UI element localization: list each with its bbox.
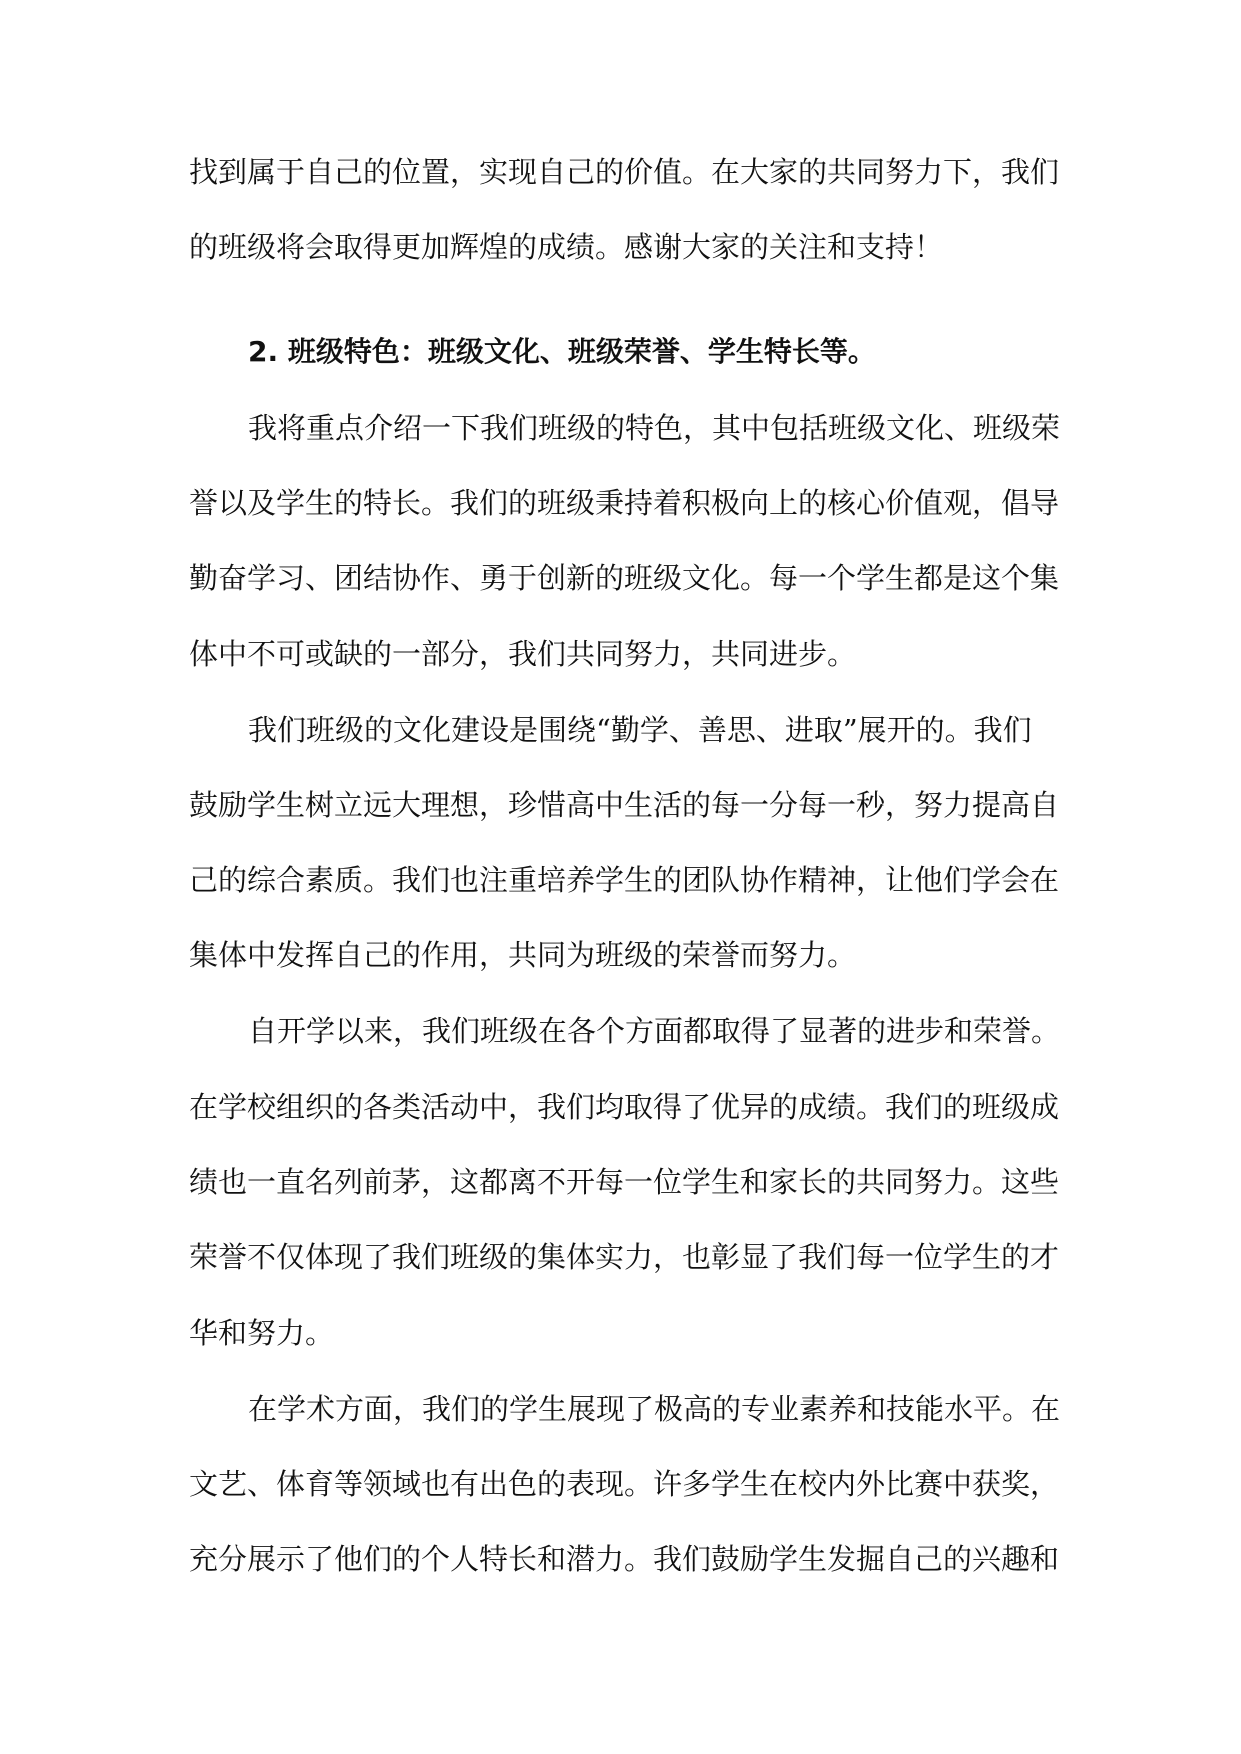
- text-line: 文艺、体育等领域也有出色的表现。许多学生在校内外比赛中获奖，: [189, 1467, 1060, 1501]
- text-line: 集体中发挥自己的作用，共同为班级的荣誉而努力。: [189, 938, 857, 972]
- text-line: 绩也一直名列前茅，这都离不开每一位学生和家长的共同努力。这些: [189, 1165, 1060, 1199]
- text-line: 己的综合素质。我们也注重培养学生的团队协作精神，让他们学会在: [189, 863, 1060, 897]
- text-line: 荣誉不仅体现了我们班级的集体实力，也彰显了我们每一位学生的才: [189, 1240, 1060, 1274]
- text-line: 誉以及学生的特长。我们的班级秉持着积极向上的核心价值观，倡导: [189, 486, 1060, 520]
- text-line: 我将重点介绍一下我们班级的特色，其中包括班级文化、班级荣: [248, 411, 1061, 445]
- text-line: 鼓励学生树立远大理想，珍惜高中生活的每一分每一秒，努力提高自: [189, 788, 1060, 822]
- text-line: 在学术方面，我们的学生展现了极高的专业素养和技能水平。在: [248, 1392, 1061, 1426]
- text-line: 在学校组织的各类活动中，我们均取得了优异的成绩。我们的班级成: [189, 1090, 1060, 1124]
- text-line: 找到属于自己的位置，实现自己的价值。在大家的共同努力下，我们: [189, 155, 1060, 189]
- text-line: 华和努力。: [189, 1316, 335, 1350]
- text-line: 勤奋学习、团结协作、勇于创新的班级文化。每一个学生都是这个集: [189, 561, 1060, 595]
- section-heading: 2. 班级特色：班级文化、班级荣誉、学生特长等。: [248, 335, 876, 368]
- text-line: 的班级将会取得更加辉煌的成绩。感谢大家的关注和支持！: [189, 230, 944, 264]
- text-line: 自开学以来，我们班级在各个方面都取得了显著的进步和荣誉。: [248, 1014, 1061, 1048]
- text-line: 体中不可或缺的一部分，我们共同努力，共同进步。: [189, 637, 857, 671]
- text-line: 充分展示了他们的个人特长和潜力。我们鼓励学生发掘自己的兴趣和: [189, 1542, 1060, 1576]
- text-line: 我们班级的文化建设是围绕“勤学、善思、进取”展开的。我们: [248, 713, 1032, 747]
